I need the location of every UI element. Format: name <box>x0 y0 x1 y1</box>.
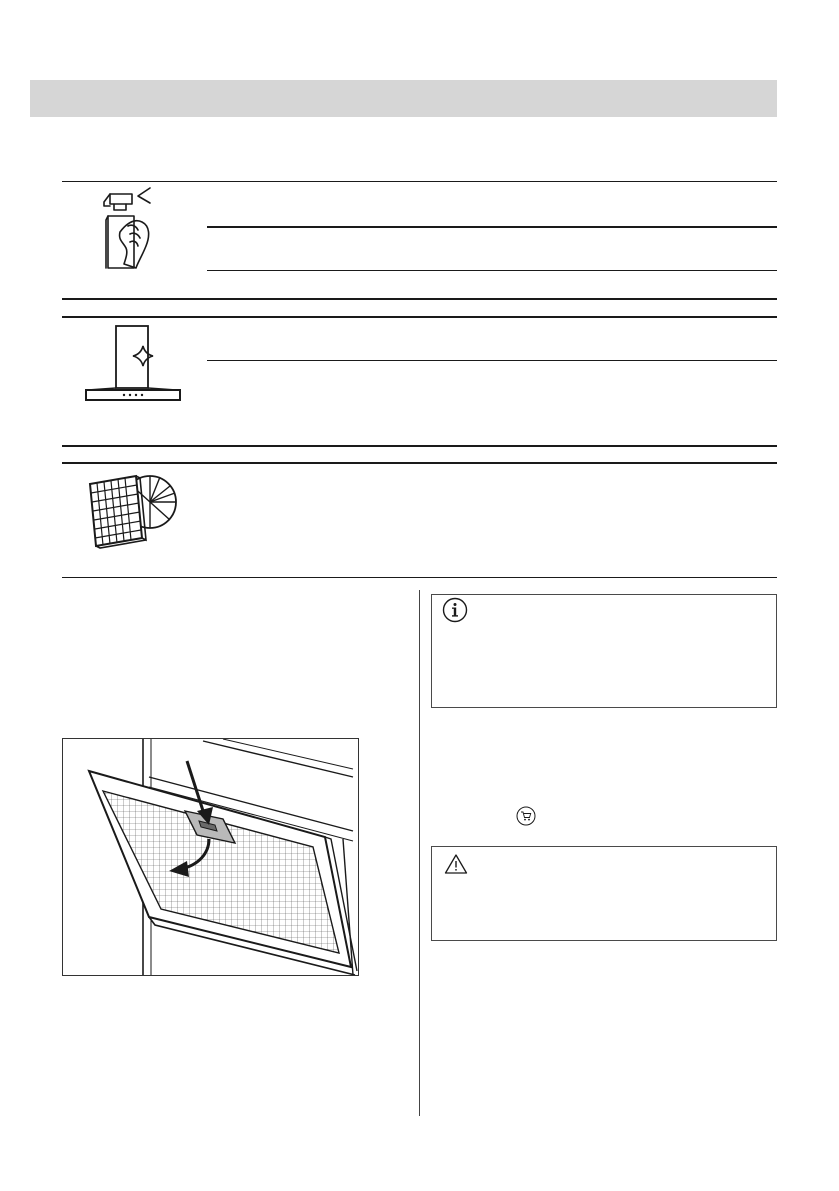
table-rule-section3-start <box>62 462 777 464</box>
shopping-cart-icon <box>516 806 536 826</box>
table-rule-top <box>62 181 777 182</box>
table-rule-row2a <box>207 360 777 361</box>
table-rule-bottom <box>62 577 777 578</box>
table-rule-section2-start <box>62 316 777 318</box>
table-rule-section2-end <box>62 445 777 447</box>
cooker-hood-sparkle-icon <box>84 324 182 402</box>
table-rule-row1a <box>207 226 777 228</box>
filter-removal-illustration <box>62 738 359 976</box>
warning-triangle-icon <box>444 853 468 875</box>
table-rule-section1-end <box>62 298 777 300</box>
table-rule-row1b <box>207 270 777 271</box>
warning-box <box>431 846 777 941</box>
grease-filter-fan-icon <box>80 468 178 554</box>
information-box <box>431 594 777 708</box>
section-header-bar <box>30 80 777 117</box>
spray-cleaner-cloth-icon <box>100 186 162 272</box>
information-icon <box>442 597 468 623</box>
column-divider <box>419 590 420 1116</box>
